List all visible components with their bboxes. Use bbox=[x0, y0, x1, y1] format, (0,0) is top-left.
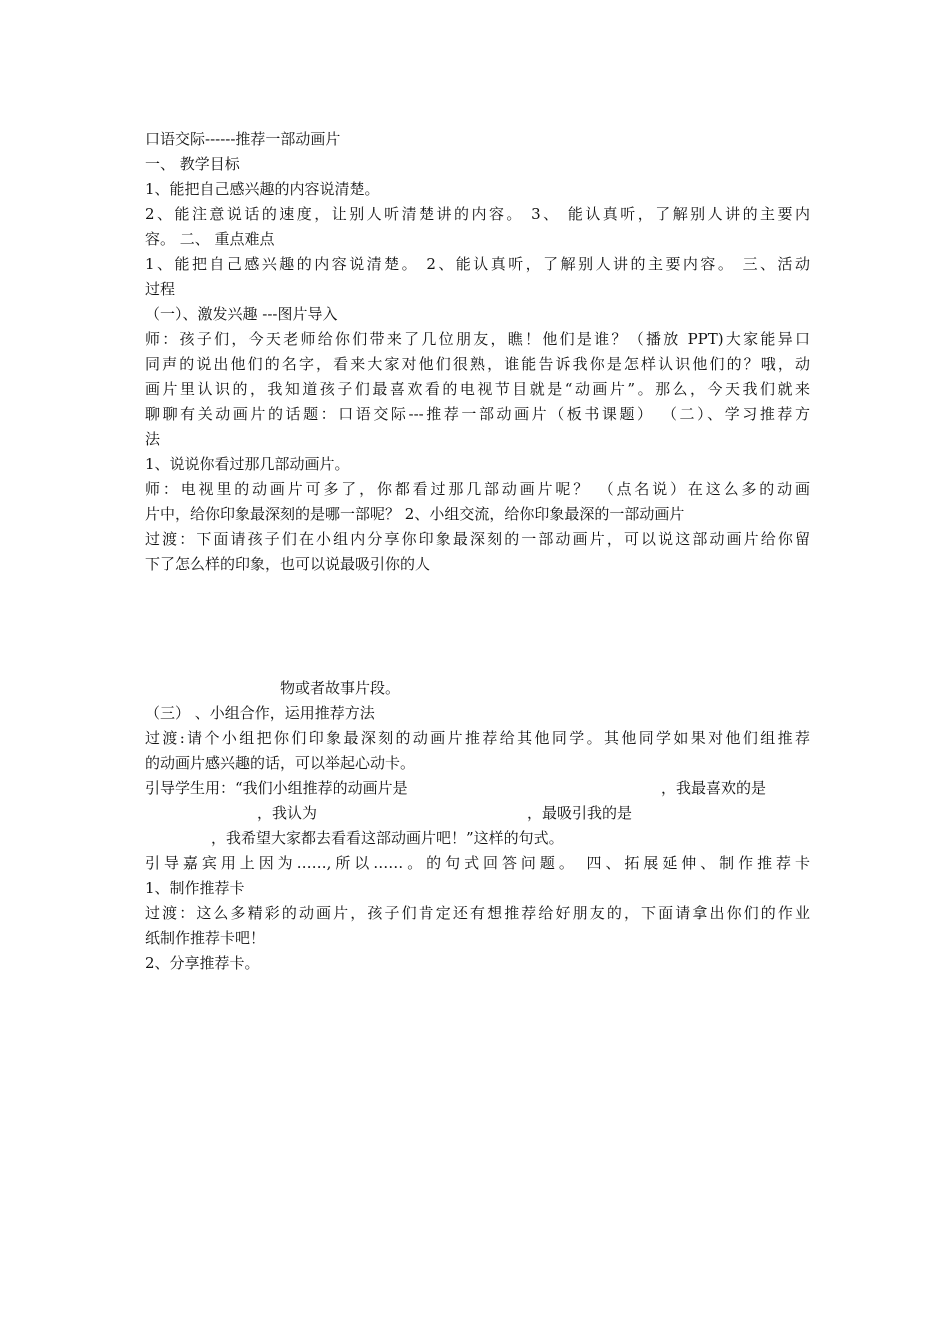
sentence-pattern-part: ，我希望大家都去看看这部动画片吧！”这样的句式。 bbox=[211, 829, 564, 847]
text-line: 画片里认识的，我知道孩子们最喜欢看的电视节目就是“动画片”。那么，今天我们就来 bbox=[145, 380, 810, 398]
text-line: 1、能把自己感兴趣的内容说清楚。 bbox=[145, 180, 380, 198]
text-line: 过程 bbox=[145, 280, 176, 298]
sentence-pattern-line-2 bbox=[145, 801, 810, 826]
text-line: 过渡：这么多精彩的动画片，孩子们肯定还有想推荐给好朋友的，下面请拿出你们的作业 bbox=[145, 904, 810, 922]
text-line: 1、能把自己感兴趣的内容说清楚。 2、能认真听，了解别人讲的主要内容。 三、活动 bbox=[145, 255, 810, 273]
heading-teaching-goals: 一、 教学目标 bbox=[145, 155, 240, 173]
text-line: 2、能注意说话的速度，让别人听清楚讲的内容。 3、 能认真听，了解别人讲的主要内 bbox=[145, 205, 810, 223]
text-line: 师：电视里的动画片可多了，你都看过那几部动画片呢？ （点名说）在这么多的动画 bbox=[145, 480, 810, 498]
text-line: 2、分享推荐卡。 bbox=[145, 954, 260, 972]
section-heading-1: （一）、激发兴趣 ---图片导入 bbox=[145, 305, 338, 323]
text-line: 1、制作推荐卡 bbox=[145, 879, 245, 897]
text-line: 1、说说你看过那几部动画片。 bbox=[145, 455, 350, 473]
text-line: 物或者故事片段。 bbox=[280, 679, 401, 697]
text-line: 师：孩子们，今天老师给你们带来了几位朋友，瞧！他们是谁？（播放 PPT)大家能异口 bbox=[145, 330, 810, 348]
sentence-pattern-part: ，我最喜欢的是 bbox=[661, 779, 767, 797]
text-line: 下了怎么样的印象，也可以说最吸引你的人 bbox=[145, 555, 431, 573]
text-line: 的动画片感兴趣的话，可以举起心动卡。 bbox=[145, 754, 416, 772]
text-line: 引导嘉宾用上因为……,所以……。的句式回答问题。 四、拓展延伸、制作推荐卡 bbox=[145, 854, 810, 872]
sentence-pattern-part: ，我认为 bbox=[257, 804, 318, 822]
document-title: 口语交际------推荐一部动画片 bbox=[145, 130, 341, 148]
sentence-pattern-part: 引导学生用：“我们小组推荐的动画片是 bbox=[145, 779, 408, 797]
text-line: 法 bbox=[145, 430, 161, 448]
text-line: 片中，给你印象最深刻的是哪一部呢？ 2、小组交流，给你印象最深的一部动画片 bbox=[145, 505, 685, 523]
text-line: 过渡：下面请孩子们在小组内分享你印象最深刻的一部动画片，可以说这部动画片给你留 bbox=[145, 530, 810, 548]
text-line: 纸制作推荐卡吧！ bbox=[145, 929, 266, 947]
sentence-pattern-line-3 bbox=[145, 826, 810, 851]
sentence-pattern-part: ，最吸引我的是 bbox=[527, 804, 633, 822]
text-line: 过渡:请个小组把你们印象最深刻的动画片推荐给其他同学。其他同学如果对他们组推荐 bbox=[145, 729, 810, 747]
sentence-pattern-line-1 bbox=[145, 776, 810, 801]
text-line: 聊聊有关动画片的话题：口语交际---推荐一部动画片（板书课题） （二）、学习推荐方 bbox=[145, 405, 810, 423]
text-line: 容。 二、 重点难点 bbox=[145, 230, 275, 248]
section-heading-3: （三） 、小组合作，运用推荐方法 bbox=[145, 704, 375, 722]
text-line: 同声的说出他们的名字，看来大家对他们很熟，谁能告诉我你是怎样认识他们的？哦，动 bbox=[145, 355, 810, 373]
